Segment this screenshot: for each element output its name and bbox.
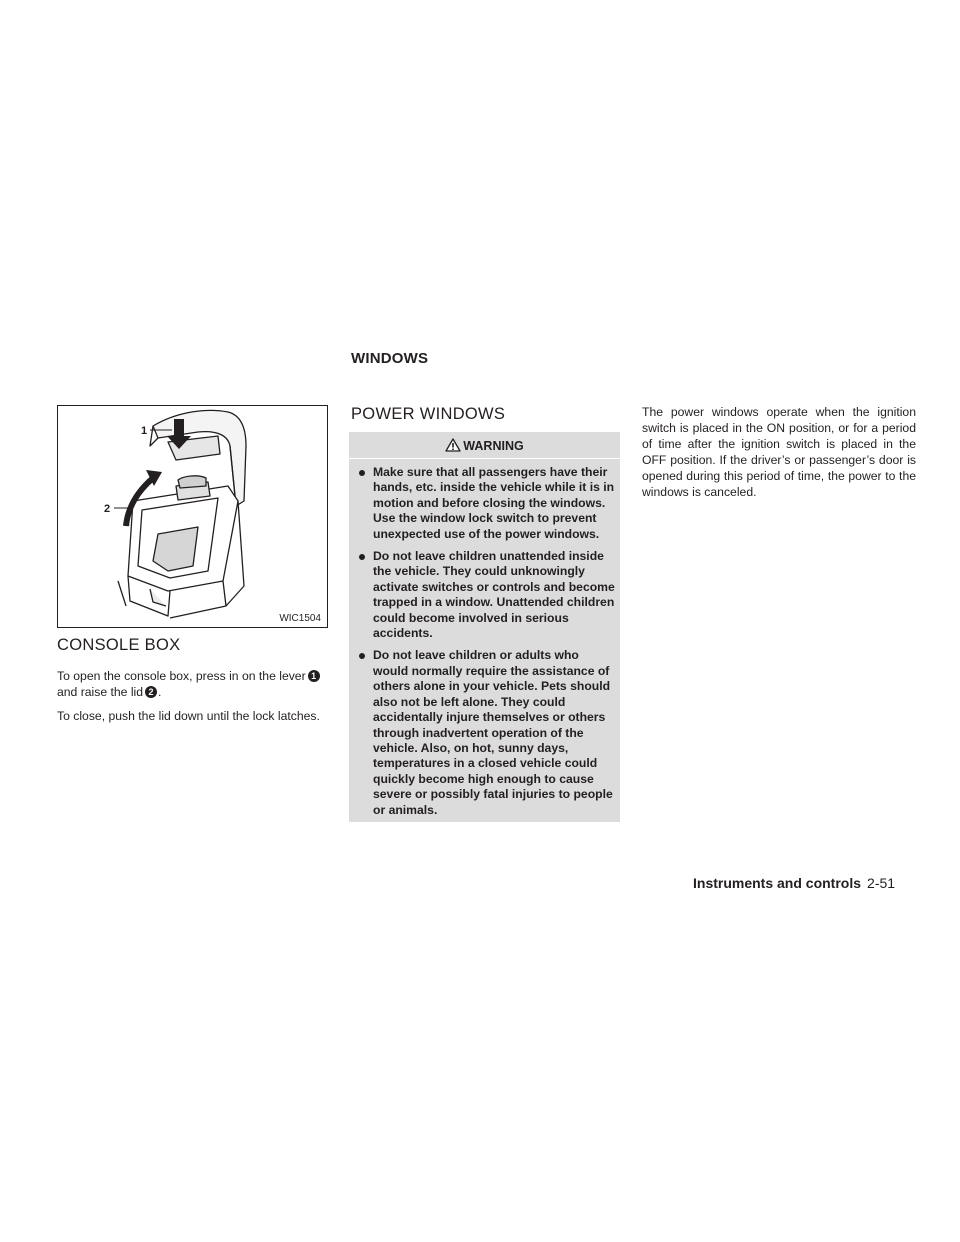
section-heading: WINDOWS <box>351 350 429 367</box>
callout-1: 1 <box>141 425 148 437</box>
bullet-icon <box>359 470 365 476</box>
number-1-icon: 1 <box>308 670 320 682</box>
console-box-illustration <box>58 406 328 628</box>
power-windows-title: POWER WINDOWS <box>351 405 506 423</box>
console-box-paragraph-1: To open the console box, press in on the lever 1 and raise the lid 2 . <box>57 668 329 700</box>
warning-item: Make sure that all passengers have their hands, etc. inside the vehicle while it is in motion and before closing the windows. Use the window lock switch to prevent unexpected use of the power windows. <box>359 465 615 542</box>
page-number: 2-51 <box>867 875 896 891</box>
figure-code: WIC1504 <box>279 613 321 624</box>
warning-label: WARNING <box>463 439 524 453</box>
bullet-icon <box>359 653 365 659</box>
callout-2: 2 <box>104 503 111 515</box>
console-box-paragraph-2: To close, push the lid down until the lock latches. <box>57 709 320 723</box>
console-box-text <box>57 668 329 732</box>
warning-box <box>349 432 620 822</box>
console-box-title: CONSOLE BOX <box>57 636 181 654</box>
warning-list <box>359 465 615 818</box>
warning-item: Do not leave children or adults who would normally require the assistance of others alone in your vehicle. Pets should also not be left alone. They could accidentally injure themselves or others through inadvertent operation of the vehicle. Also, on hot, sunny days, temperatures in a closed vehicle could quickly become high enough to cause severe or possibly fatal injuries to people or animals. <box>359 648 615 817</box>
warning-triangle-icon <box>445 438 461 452</box>
bullet-icon <box>359 554 365 560</box>
power-windows-text <box>642 404 916 500</box>
footer-section: Instruments and controls <box>693 875 862 891</box>
warning-item: Do not leave children unattended inside the vehicle. They could unknowingly activate switches or controls and become trapped in a window. Unattended children could become involved in serious accidents. <box>359 549 615 641</box>
power-windows-paragraph: The power windows operate when the ignition switch is placed in the ON position, or for a period of time after the ignition switch is placed in the OFF position. If the driver’s or passenger’s door is opened during this period of time, the power to the windows is canceled. <box>642 405 916 499</box>
number-2-icon: 2 <box>145 686 157 698</box>
console-box-figure <box>57 405 328 628</box>
page-footer <box>693 875 895 891</box>
warning-header <box>349 432 620 459</box>
